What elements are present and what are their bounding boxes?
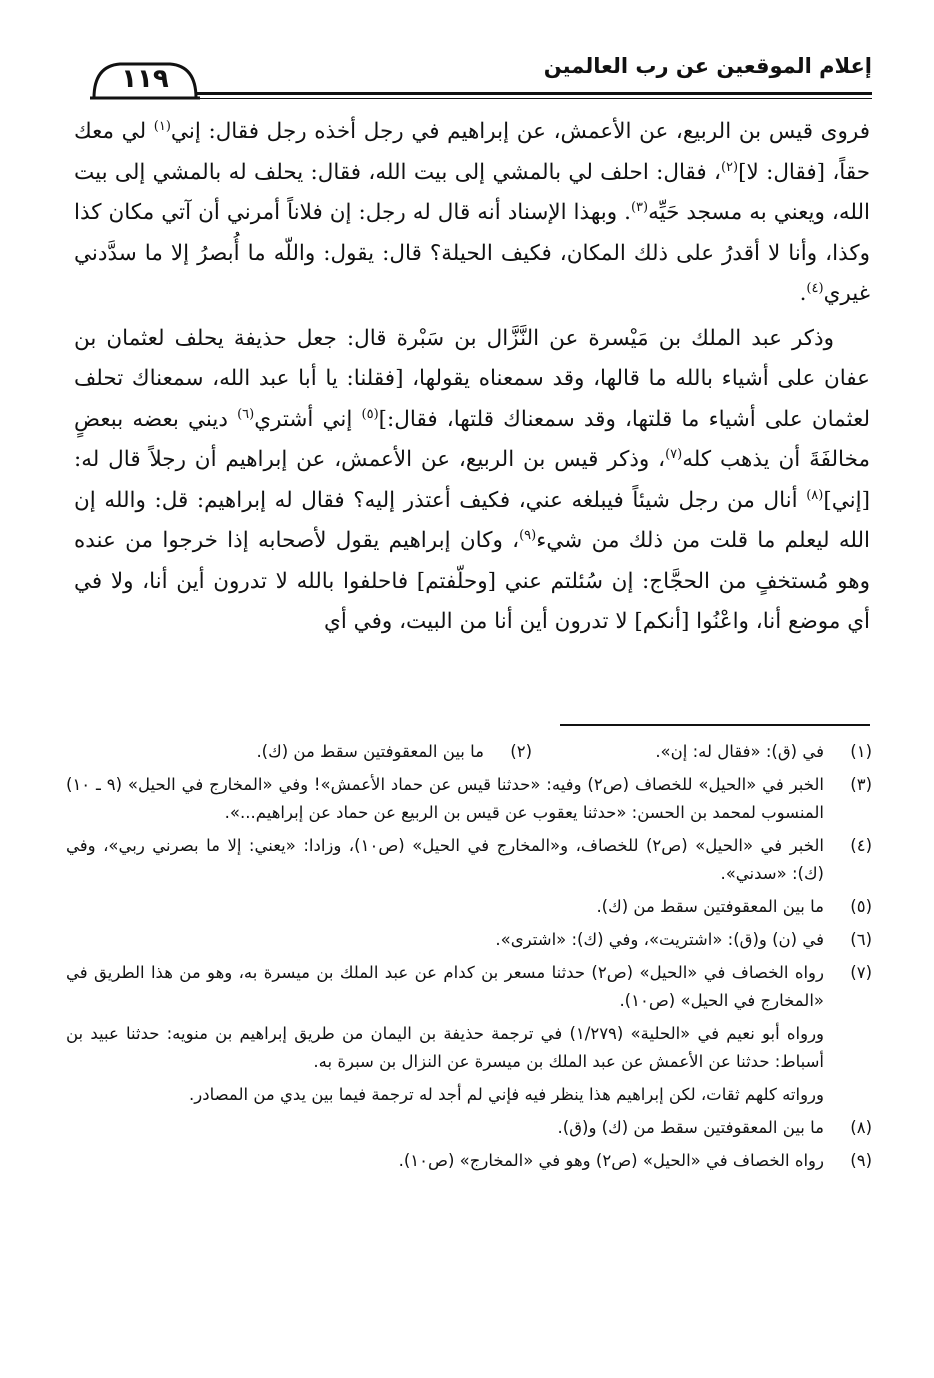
footnote-text: في (ن) و(ق): «اشتريت»، وفي (ك): «اشترى». [495, 930, 824, 949]
footnote-7-continuation-2: ورواته كلهم ثقات، لكن إبراهيم هذا ينظر فيه فإني لم أجد له ترجمة فيما بين يدي من المصادر. [189, 1085, 824, 1104]
footnote-reference[interactable]: (٤) [806, 280, 824, 296]
text-run: . [799, 281, 807, 306]
footnote-6 [66, 926, 872, 954]
footnotes [66, 738, 872, 1180]
footnote-3 [66, 771, 872, 827]
footnote-number: (٧) [850, 963, 872, 982]
header-rule [180, 92, 872, 95]
footnote-number: (١) [850, 742, 872, 761]
footnote-row-1-2 [66, 738, 872, 766]
footnote-reference[interactable]: (٩) [519, 527, 537, 543]
footnote-text: الخبر في «الحيل» للخصاف (ص٢) وفيه: «حدثنا قيس عن حماد الأعمش»! وفي «المخارج في الحيل» (٩ ـ ١٠) المنسوب لمحمد بن الحسن: «حدثنا يعقوب عن قيس بن الربيع عن حماد عن إبراهيم...». [66, 775, 824, 822]
footnote-number: (٢) [510, 742, 532, 761]
footnote-reference[interactable]: (٦) [237, 406, 255, 422]
footnote-reference[interactable]: (١) [153, 118, 171, 134]
text-run: ، وذكر قيس بن الربيع، عن الأعمش، عن إبراهيم أن رجلاً قال له: [إني] [74, 447, 870, 513]
footnote-reference[interactable]: (٨) [806, 487, 824, 503]
footnote-9 [66, 1147, 872, 1175]
page-number: ١١٩ [121, 64, 169, 94]
text-run: أنال من رجل شيئاً فيبلغه عني، فكيف أعتذر إليه؟ فقال له إبراهيم: قل: والله إن الله ليعلم ما قلت من ذلك من شيء [74, 487, 870, 553]
footnote-8 [66, 1114, 872, 1142]
footnote-number: (٩) [850, 1151, 872, 1170]
footnote-1 [532, 738, 872, 766]
footnote-7-continuation-1: ورواه أبو نعيم في «الحلية» (١/٢٧٩) في ترجمة حذيفة بن اليمان من طريق إبراهيم بن منويه: حدثنا عبيد بن أسباط: حدثنا عن الأعمش عن عبد الملك بن ميسرة عن النزال بن سبرة به. [66, 1024, 825, 1071]
text-run: وذكر عبد الملك بن مَيْسرة عن النَّزَّال بن سَبْرة قال: جعل حذيفة يحلف لعثمان بن عفان على أشياء بالله ما قالها، وقد سمعناه يقولها، [فقلنا: يا أبا عبد الله، سمعناك تحلف لعثمان على أشياء ما قلتها، وقد سمعناك قلتها، فقال:] [74, 325, 871, 432]
footnote-2 [256, 738, 532, 766]
text-run: إني أشتري [254, 406, 362, 432]
footnote-7 [66, 959, 872, 1015]
footnote-reference[interactable]: (٣) [630, 199, 649, 215]
footnote-reference[interactable]: (٢) [720, 159, 739, 175]
footnote-4 [66, 832, 872, 888]
footnote-number: (٥) [850, 897, 872, 916]
footnote-number: (٤) [850, 836, 872, 855]
page-number-badge [90, 58, 200, 104]
text-run: ، فقال: احلف لي بالمشي إلى بيت الله، فقال: يحلف له بالمشي إلى بيت الله، ويعني به مسجد حَيِّه [74, 159, 870, 225]
footnote-reference[interactable]: (٥) [361, 406, 379, 422]
footnote-text: في (ق): «فقال له: إن». [655, 742, 824, 761]
footnote-number: (٨) [850, 1118, 872, 1137]
paragraph-2 [74, 319, 870, 643]
footnote-text: ما بين المعقوفتين سقط من (ك) و(ق). [557, 1118, 824, 1137]
main-text [74, 112, 870, 643]
footnote-text: الخبر في «الحيل» (ص٢) للخصاف، و«المخارج في الحيل» (ص١٠)، وزادا: «يعني: إلا ما بصرني ربي»، وفي (ك): «سدني». [66, 836, 824, 883]
text-run: لي معك حقاً، [فقال: لا] [74, 119, 870, 185]
footnote-separator [560, 724, 870, 726]
text-run: . وبهذا الإسناد أنه قال له رجل: إن فلاناً أمرني أن آتي مكان كذا وكذا، وأنا لا أقدرُ على ذلك المكان، فكيف الحيلة؟ قال: يقول: واللّه ما أُبصرُ إلا ما سدَّدني غيري [74, 200, 870, 306]
footnote-text: ما بين المعقوفتين سقط من (ك). [596, 897, 824, 916]
text-run: ، وكان إبراهيم يقول لأصحابه إذا خرجوا من عنده وهو مُستخفٍ من الحجَّاج: إن سُئلتم عني [وحلّفتم] فاحلفوا بالله لا تدرون أين أنا، ولا في أي موضع أنا، واعْنُوا [أنكم] لا تدرون أين أنا من البيت، وفي أي [74, 528, 870, 634]
footnote-number: (٣) [850, 775, 872, 794]
paragraph-1 [74, 112, 870, 315]
text-run: ديني بعضه ببعضٍ مخالفَةَ أن يذهب كله [74, 406, 871, 472]
page-header [70, 40, 872, 100]
footnote-text: رواه الخصاف في «الحيل» (ص٢) حدثنا مسعر بن كدام عن عبد الملك بن ميسرة به، وهو من هذا الطريق في «المخارج في الحيل» (ص١٠). [66, 963, 824, 1010]
footnote-reference[interactable]: (٧) [665, 446, 683, 462]
running-title: إعلام الموقعين عن رب العالمين [543, 54, 872, 78]
header-rule-thin [180, 98, 872, 99]
footnote-5 [66, 893, 872, 921]
footnote-number: (٦) [850, 930, 872, 949]
footnote-text: رواه الخصاف في «الحيل» (ص٢) وهو في «المخارج» (ص١٠). [398, 1151, 824, 1170]
footnote-text: ما بين المعقوفتين سقط من (ك). [256, 742, 484, 761]
text-run: فروى قيس بن الربيع، عن الأعمش، عن إبراهيم في رجل أخذه رجل فقال: إني [170, 119, 870, 144]
